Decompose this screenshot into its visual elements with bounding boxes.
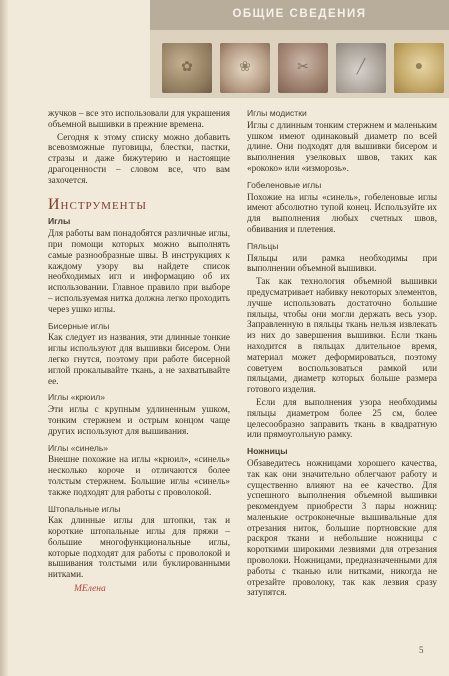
hoops-text: Так как технология объемной вышивки предусматривает набивку некоторых элементов, лучше использовать достаточно большие пяльцы, чтобы они могли держать весь узор. Заправленную в пяльцы ткань нельзя извлекать из них до завершения вышивки. Если ткань находится в пяльцах длительное время, материал может деформироваться, поэтому советуем воспользоваться рамкой или пяльцами, диаметр которых больше размера готового изделия.	[247, 276, 437, 395]
section-header-title: ОБЩИЕ СВЕДЕНИЯ	[232, 8, 367, 20]
section-title-tools: Инструменты	[48, 195, 147, 213]
crewel-needles-text: Эти иглы с крупным удлиненным ушком, тонким стержнем и острым концом чаще других используют для вышивания.	[48, 404, 230, 436]
intro-paragraph: жучков – все это использовали для украшения объемной вышивки в прежние времена.	[48, 108, 230, 129]
scissors-heading: Ножницы	[247, 446, 288, 457]
beads-photo-icon: ●	[394, 43, 444, 93]
hoops-text: Если для выполнения узора необходимы пяльцы диаметром более 25 см, более целесообразно заправить ткань в квадратную или прямоугольную рамку.	[247, 396, 437, 440]
left-column	[48, 108, 230, 595]
needles-photo-icon: ╱	[336, 43, 386, 93]
thread-photo-icon: ❀	[220, 43, 270, 93]
bead-needles-heading: Бисерные иглы	[48, 320, 110, 331]
scissors-text: Обзаведитесь ножницами хорошего качества, так как они значительно облегчают работу и существенно влияют на ее качество. Для успешного выполнения объемной вышивки рекомендуем приобрести 3 пары ножниц: маленькие остроконечные вышивальные для отрезания ниток, большие портновские для раскроя ткани и небольшие ножницы с короткими широкими лезвиями для отрезания проволоки. Ножницами, предназначенными для работы с тканью или нитками, никогда не отрезайте проволоку, так как лезвия сразу затупятся.	[247, 457, 437, 598]
chenille-needles-text: Внешне похожие на иглы «крюил», «синель» несколько короче и отличаются более толстым стержнем. Большие иглы «синель» также подходят для работы с проволокой.	[48, 454, 230, 497]
hoops-text: Пяльцы или рамка необходимы при выполнении объемной вышивки.	[247, 252, 437, 274]
crewel-needles-heading: Иглы «крюил»	[48, 392, 106, 403]
darning-needles-heading: Штопальные иглы	[48, 503, 121, 514]
right-column	[247, 108, 437, 600]
page-number: 5	[419, 645, 424, 655]
embroidery-photo-icon: ✿	[162, 43, 212, 93]
needles-text: Для работы вам понадобятся различные иглы, при помощи которых можно выполнять самые разнообразные швы. В инструкциях к каждому узору вы найдете список необходимых игл и информацию об их использовании. Главное правило при выборе – используемая нитка должна легко проходить через ушко иглы.	[48, 228, 230, 314]
tapestry-needles-heading: Гобеленовые иглы	[247, 179, 322, 190]
tapestry-needles-text: Похожие на иглы «синель», гобеленовые иглы имеют абсолютно тупой конец. Используйте их для выполнения любых счетных швов, обвивания и плетения.	[247, 191, 437, 234]
page-gutter	[0, 0, 8, 676]
milliner-needles-text: Иглы с длинным тонким стержнем и маленьким ушком имеют одинаковый диаметр по всей длине. Они подходят для вышивки бисером и выполнения узелковых швов, таких как «рококо» или «изморозь».	[247, 119, 437, 173]
needles-heading: Иглы	[48, 216, 71, 227]
signature: МЕлена	[74, 584, 106, 595]
darning-needles-text: Как длинные иглы для штопки, так и короткие штопальные иглы для пряжи – большие многофункциональные иглы, которые подходят для работы с проволокой и вышивания толстыми или буклированными нитками.	[48, 515, 230, 580]
scissors-photo-icon: ✂	[278, 43, 328, 93]
intro-paragraph: Сегодня к этому списку можно добавить всевозможные пуговицы, блестки, пастки, стразы и даже бижутерию и настоящие драгоценности – словом все, что вам захочется.	[48, 131, 230, 185]
bead-needles-text: Как следует из названия, эти длинные тонкие иглы используют для вышивки бисером. Они легко гнутся, поэтому при работе бисерной иглой прокалывайте ткань, а не захватывайте ее.	[48, 332, 230, 386]
milliner-needles-heading: Иглы модистки	[247, 108, 307, 118]
chenille-needles-heading: Иглы «синель»	[48, 442, 109, 453]
hoops-heading: Пяльцы	[247, 240, 279, 251]
